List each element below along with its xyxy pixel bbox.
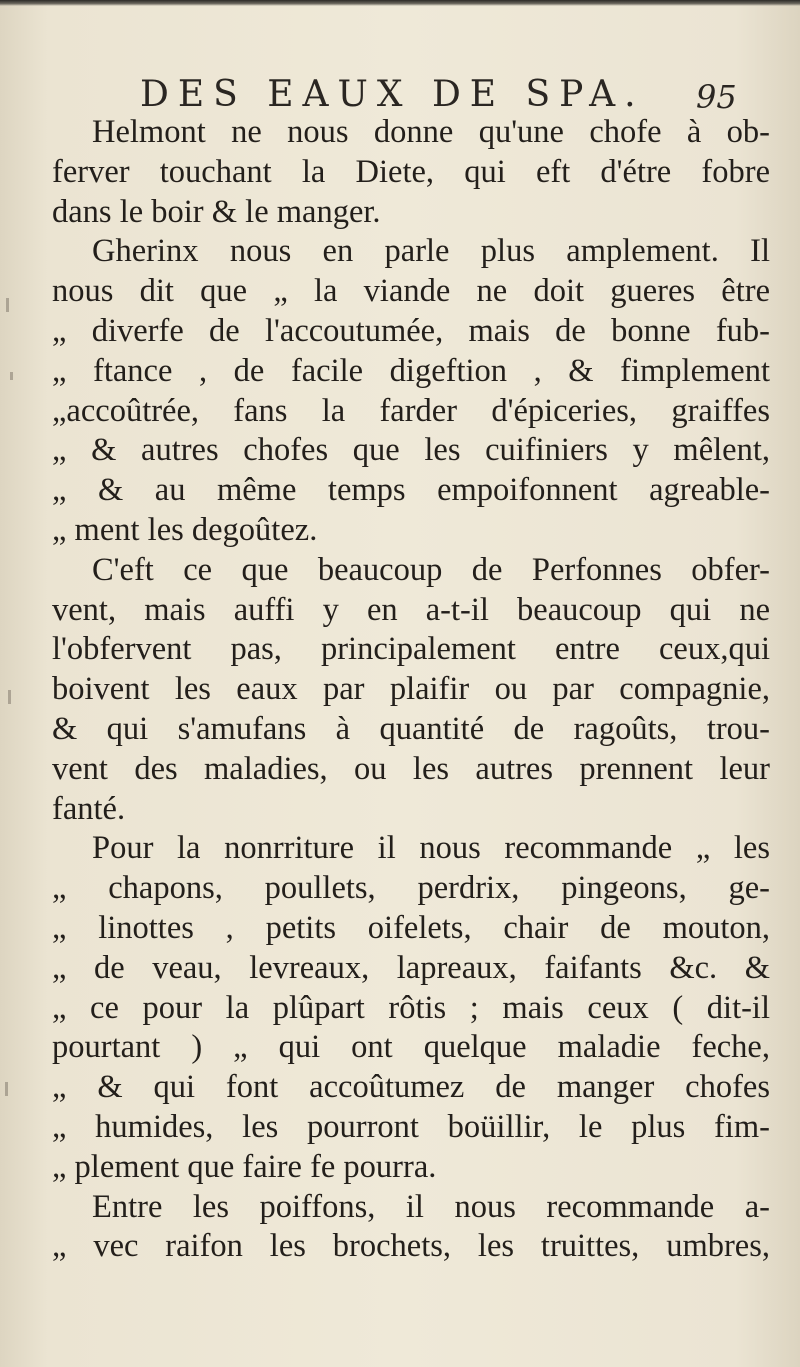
body-text <box>52 113 770 1267</box>
text-line: „ ment les degoûtez. <box>52 511 318 548</box>
margin-mark <box>6 298 9 312</box>
text-line: Gherinx nous en parle plus amplement. Il <box>92 233 770 270</box>
text-line: „ de veau, levreaux, lapreaux, faifants &c. & <box>52 949 770 986</box>
text-line: „ diverfe de l'accoutumée, mais de bonne fub- <box>52 312 770 349</box>
text-line: fanté. <box>52 790 126 827</box>
text-line: „ ftance , de facile digeftion , & fimplement <box>52 352 770 389</box>
text-line: „ plement que faire fe pourra. <box>52 1148 437 1185</box>
text-line: vent des maladies, ou les autres prennent leur <box>52 750 770 787</box>
text-line: Pour la nonrriture il nous recommande „ les <box>92 830 770 867</box>
text-line: C'eft ce que beaucoup de Perfonnes obfer- <box>92 551 770 588</box>
text-line: „accoûtrée, fans la farder d'épiceries, graiffes <box>52 392 770 429</box>
text-line: & qui s'amufans à quantité de ragoûts, trou- <box>52 710 770 747</box>
text-line: „ & qui font accoûtumez de manger chofes <box>52 1069 770 1106</box>
text-line: „ ce pour la plûpart rôtis ; mais ceux ( dit-il <box>52 989 770 1026</box>
text-line: nous dit que „ la viande ne doit gueres être <box>52 273 770 310</box>
text-line: dans le boir & le manger. <box>52 193 381 230</box>
text-line: „ chapons, poullets, perdrix, pingeons, ge- <box>52 870 770 907</box>
margin-mark <box>5 1082 8 1096</box>
text-line: Entre les poiffons, il nous recommande a- <box>92 1188 770 1225</box>
text-line: „ & au même temps empoifonnent agreable- <box>52 472 770 509</box>
text-line: boivent les eaux par plaifir ou par compagnie, <box>52 671 770 708</box>
text-line: vent, mais auffi y en a-t-il beaucoup qui ne <box>52 591 770 628</box>
text-line: „ humides, les pourront boüillir, le plus fim- <box>52 1108 770 1145</box>
text-line: pourtant ) „ qui ont quelque maladie feche, <box>52 1029 770 1066</box>
margin-mark <box>8 690 11 704</box>
text-line: „ linottes , petits oifelets, chair de mouton, <box>52 909 770 946</box>
text-line: ferver touchant la Diete, qui eft d'étre fobre <box>52 153 770 190</box>
running-title: DES EAUX DE SPA. <box>140 74 645 115</box>
text-line: „ vec raifon les brochets, les truittes, umbres, <box>52 1228 770 1265</box>
page-number: 95 <box>696 78 737 116</box>
margin-mark <box>10 372 13 380</box>
text-line: „ & autres chofes que les cuifiniers y mêlent, <box>52 432 770 469</box>
text-line: l'obfervent pas, principalement entre ceux,qui <box>52 631 770 668</box>
text-line: Helmont ne nous donne qu'une chofe à ob- <box>92 114 770 150</box>
page-top-edge <box>0 0 800 6</box>
